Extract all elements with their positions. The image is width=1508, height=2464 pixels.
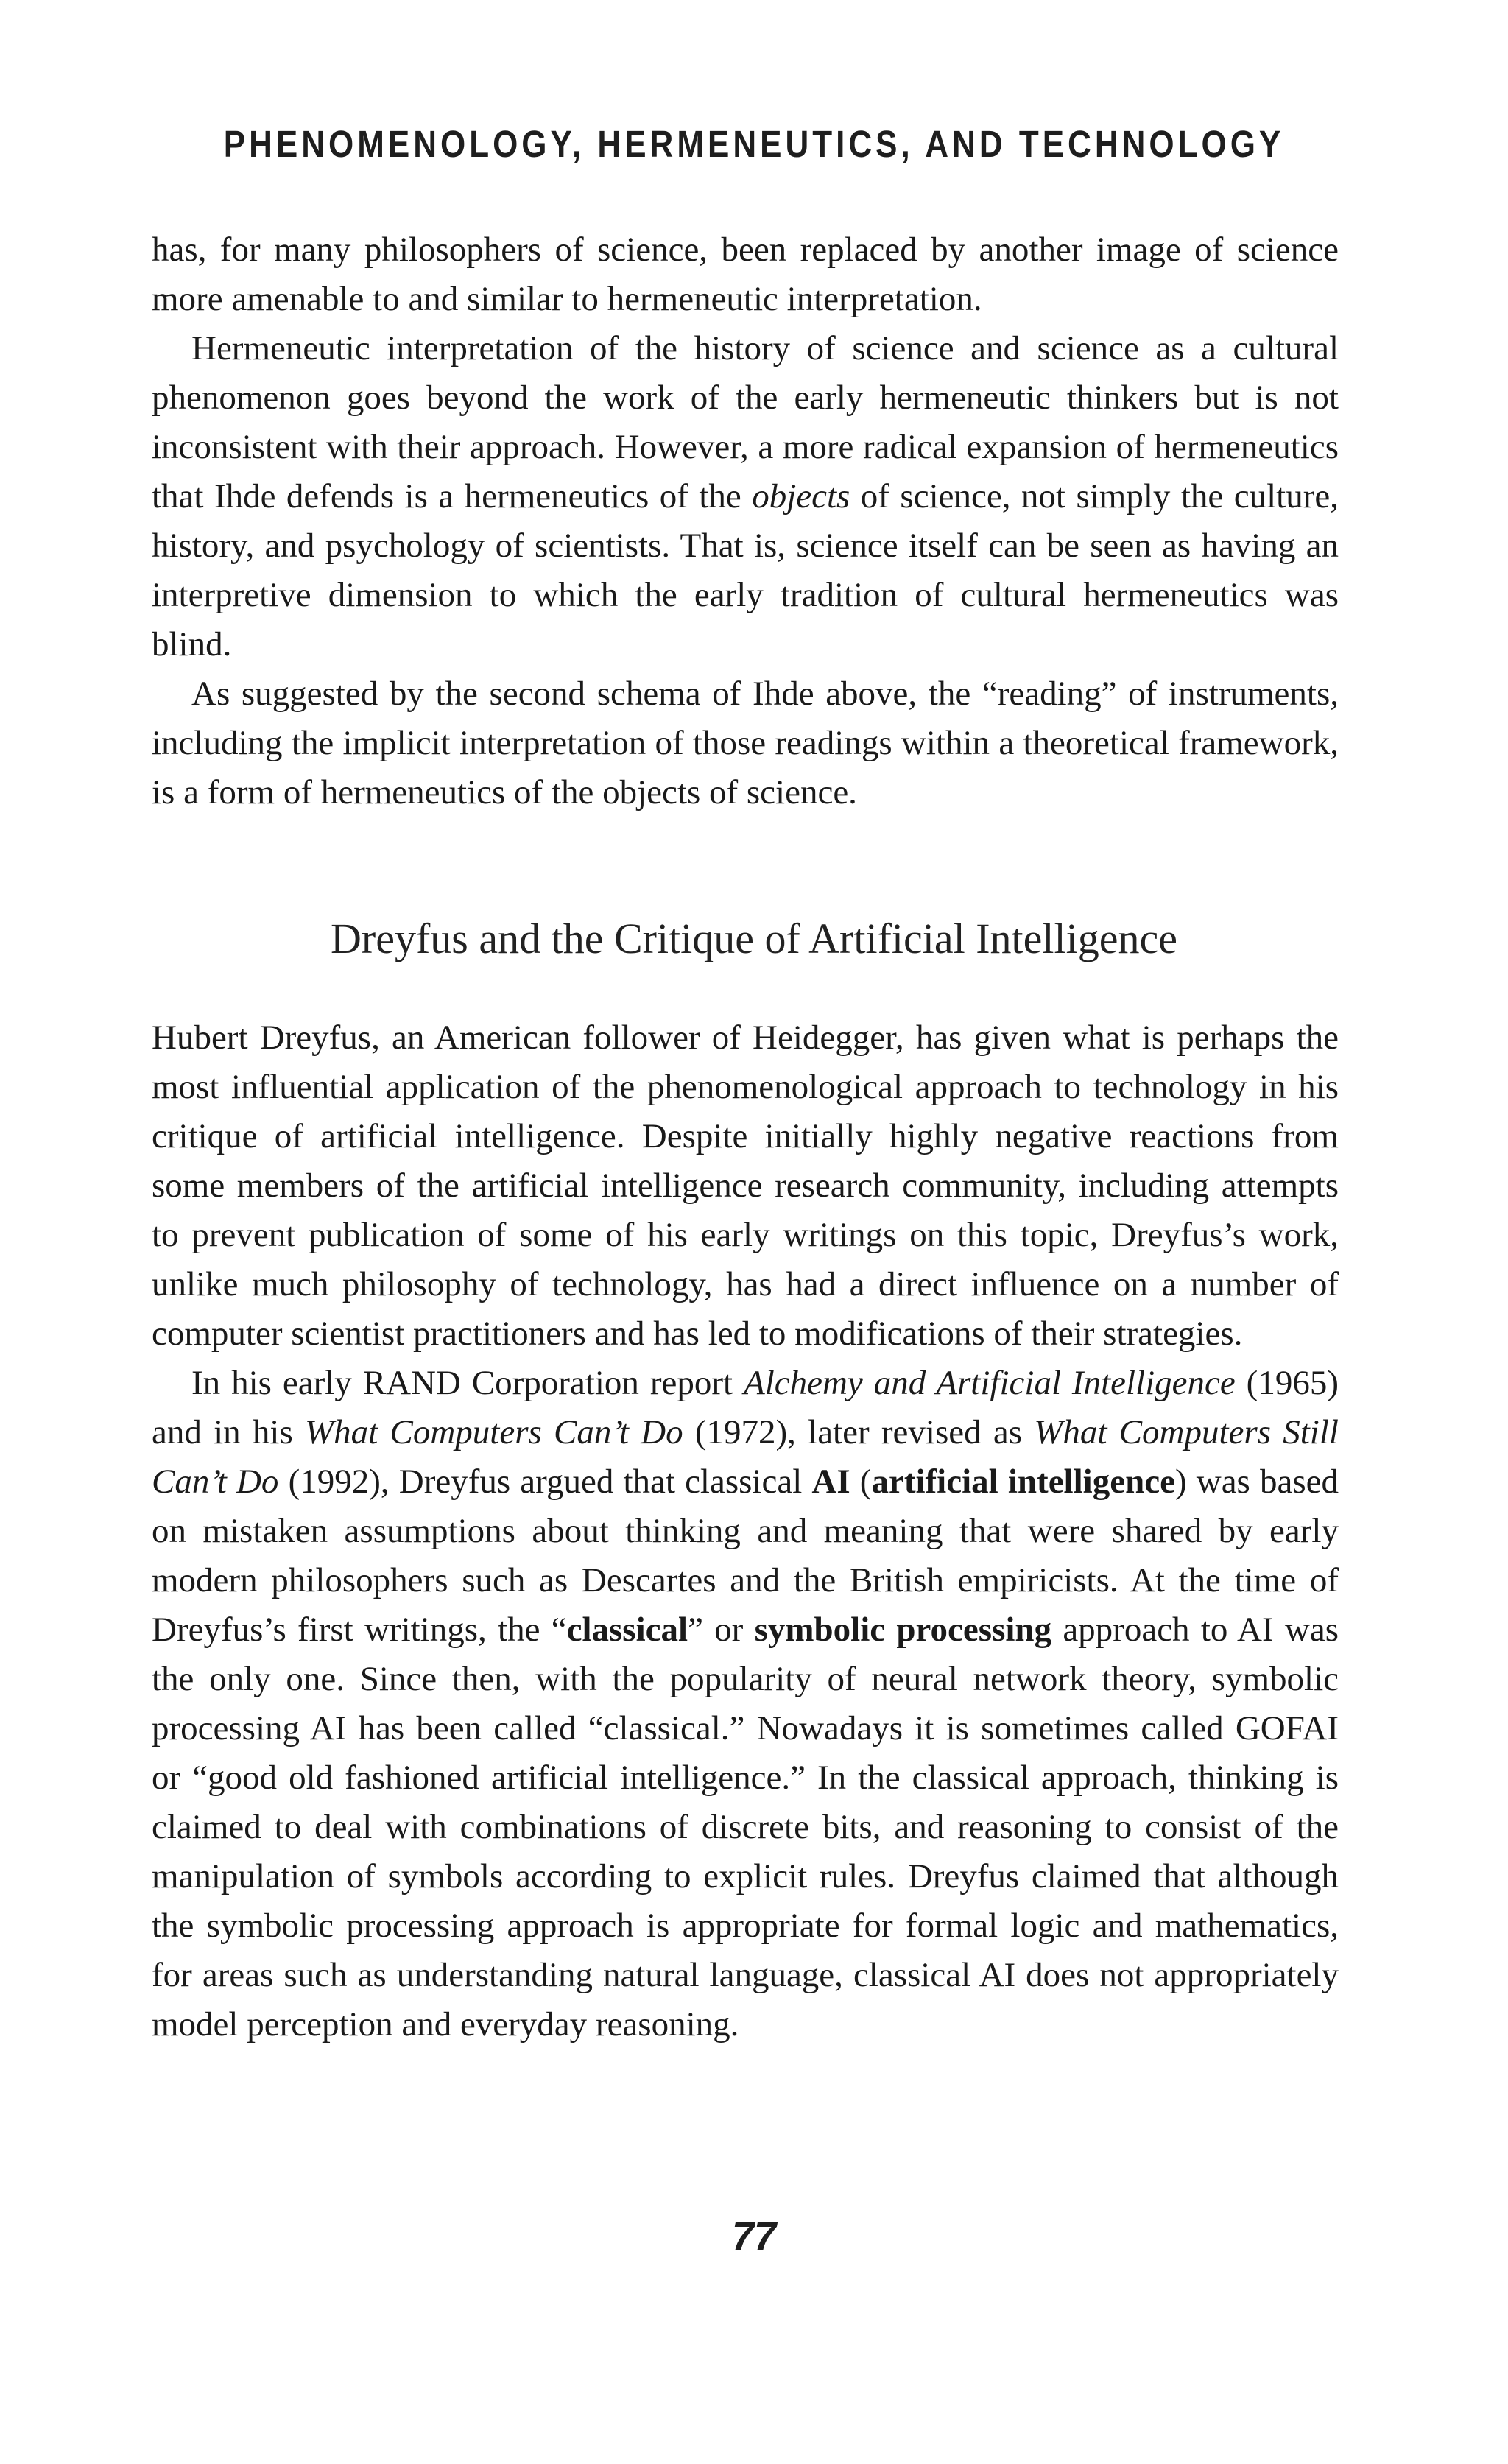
book-title-what-computers-still-cant-do: What Computers Still Can’t Do [152, 1413, 1339, 1501]
paragraph-text: ) was based on mistaken assumptions about thinking and meaning that were shared by early modern philosophers such as Descartes and the British empiricists. At the time of Dreyfus’s first writings, the “ [152, 1462, 1339, 1649]
emphasis-objects: objects [752, 477, 850, 515]
paragraph-continued: has, for many philosophers of science, been replaced by another image of science more amenable to and similar to hermeneutic interpretation. [152, 230, 1339, 318]
glossary-term-symbolic-processing: symbolic processing [754, 1611, 1052, 1649]
glossary-term-classical: classical [566, 1611, 688, 1649]
section-heading: Dreyfus and the Critique of Artificial Intelligence [331, 915, 1177, 962]
body-text-section [152, 1013, 1339, 2049]
paragraph-text: (1965) and in his [152, 1364, 1339, 1451]
paragraph-text: Hermeneutic interpretation of the history of science and science as a cultural phenomenon goes beyond the work of the early hermeneutic thinkers but is not inconsistent with their approach. However, a more radical expansion of hermeneutics that Ihde defends is a hermeneutics of the [152, 329, 1339, 515]
body-text-top [152, 225, 1339, 817]
paragraph-hubert-dreyfus: Hubert Dreyfus, an American follower of Heidegger, has given what is perhaps the most influential application of the phenomenological approach to technology in his critique of artificial intelligence. Despite initially highly negative reactions from some members of the artificial intelligence research community, including attempts to prevent publication of some of his early writings on this topic, Dreyfus’s work, unlike much philosophy of technology, has had a direct influence on a number of computer scientist practitioners and has led to modifications of their strategies. [152, 1018, 1339, 1353]
paragraph-hermeneutic-interpretation [152, 324, 1339, 669]
paragraph-text: ( [850, 1462, 872, 1501]
paragraph-text: In his early RAND Corporation report [191, 1364, 744, 1402]
paragraph-text: ” or [688, 1611, 755, 1649]
paragraph-text: approach to AI was the only one. Since then, with the popularity of neural network theory, symbolic processing AI has been called “classical.” Nowadays it is sometimes called GOFAI or “good old fashioned artificial intelligence.” In the classical approach, thinking is claimed to deal with combinations of discrete bits, and reasoning to consist of the manipulation of symbols according to explicit rules. Dreyfus claimed that although the symbolic processing approach is appropriate for formal logic and mathematics, for areas such as understanding natural language, classical AI does not appropriately model perception and everyday reasoning. [152, 1611, 1339, 2044]
page-number: 77 [731, 2214, 777, 2259]
book-title-alchemy: Alchemy and Artificial Intelligence [744, 1364, 1236, 1402]
paragraph-text: of science, not simply the culture, history, and psychology of scientists. That is, science itself can be seen as having an interpretive dimension to which the early tradition of cultural hermeneutics was blind. [152, 477, 1339, 663]
paragraph-rand-report [152, 1359, 1339, 2049]
book-title-what-computers-cant-do: What Computers Can’t Do [305, 1413, 683, 1451]
running-head: PHENOMENOLOGY, HERMENEUTICS, AND TECHNOLOGY [223, 124, 1285, 166]
paragraph-second-schema: As suggested by the second schema of Ihde above, the “reading” of instruments, including the implicit interpretation of those readings within a theoretical framework, is a form of hermeneutics of the objects of science. [152, 675, 1339, 812]
paragraph-text: (1992), Dreyfus argued that classical [278, 1462, 812, 1501]
glossary-term-ai: AI [811, 1462, 850, 1501]
paragraph-text: (1972), later revised as [683, 1413, 1035, 1451]
glossary-term-artificial-intelligence: artificial intelligence [871, 1462, 1175, 1501]
